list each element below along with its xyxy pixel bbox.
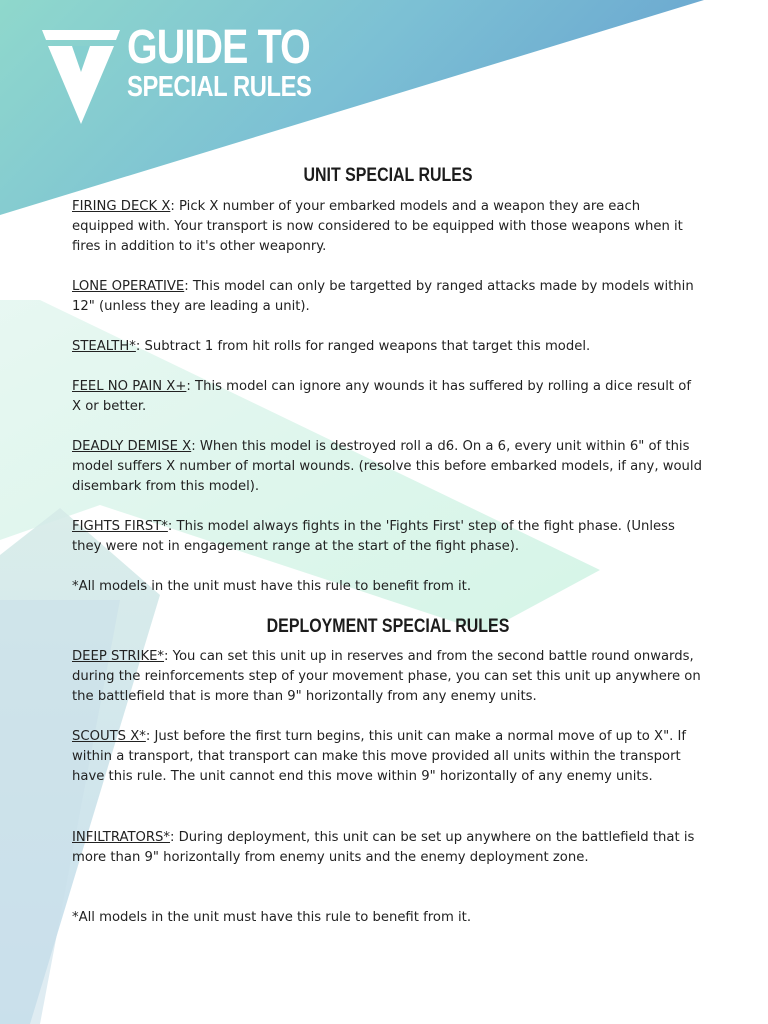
unit-section-note: *All models in the unit must have this rule to benefit from it. [72,579,472,594]
rule-text: : When this model is destroyed roll a d6. On a 6, every unit within 6" of this model suffers X number of mortal wounds. (resolve this before embarked models, if any, would disembark from this model). [72,439,702,495]
rule-name: SCOUTS X* [72,729,146,744]
deployment-section-title: DEPLOYMENT SPECIAL RULES [266,616,510,637]
rule-name: FIGHTS FIRST* [72,519,168,534]
rule-text: : This model can ignore any wounds it has suffered by rolling a dice result of X or better. [72,379,691,415]
rule-deadly-demise [72,437,704,498]
rule-fights-first [72,517,704,557]
rule-name: LONE OPERATIVE [72,279,185,294]
rule-feel-no-pain [72,377,704,417]
header-title [127,21,312,103]
rule-text: : Just before the first turn begins, this unit can make a normal move of up to X". If within a transport, that transport can make this move provided all units within the transport have this rule. The unit cannot end this move within 9" horizontally of any enemy units. [72,729,687,785]
rule-name: FEEL NO PAIN X+ [72,379,187,394]
rule-lone-operative [72,277,704,317]
rule-name: FIRING DECK X [72,199,171,214]
v-triangle-logo-icon [42,30,120,124]
unit-section-title: UNIT SPECIAL RULES [303,165,473,186]
rule-text: : During deployment, this unit can be set up anywhere on the battlefield that is more than 9" horizontally from enemy units and the enemy deployment zone. [72,830,695,866]
rule-deep-strike [72,647,704,708]
rule-text: : Subtract 1 from hit rolls for ranged weapons that target this model. [135,339,591,354]
rule-name: DEEP STRIKE* [72,649,165,664]
rule-text: : You can set this unit up in reserves and from the second battle round onwards, during the reinforcements step of your movement phase, you can set this unit up anywhere on the battlefield that is more than 9" horizontally from any enemy units. [72,649,701,705]
rule-text: : This model always fights in the 'Fights First' step of the fight phase. (Unless they were not in engagement range at the start of the fight phase). [72,519,675,555]
header-title-line2: SPECIAL RULES [127,71,312,103]
rule-stealth [72,337,704,357]
rule-firing-deck [72,197,704,258]
rule-name: STEALTH* [72,339,136,354]
rule-name: DEADLY DEMISE X [72,439,192,454]
rule-text: : Pick X number of your embarked models and a weapon they are each equipped with. Your transport is now considered to be equipped with those weapons when it fires in addition to it's other weaponry. [72,199,683,255]
rule-text: : This model can only be targetted by ranged attacks made by models within 12" (unless they are leading a unit). [72,279,694,315]
deployment-section-note: *All models in the unit must have this rule to benefit from it. [72,910,472,925]
rule-name: INFILTRATORS* [72,830,171,845]
rule-infiltrators [72,828,704,868]
rule-scouts [72,727,704,788]
header-title-line1: GUIDE TO [127,21,310,74]
